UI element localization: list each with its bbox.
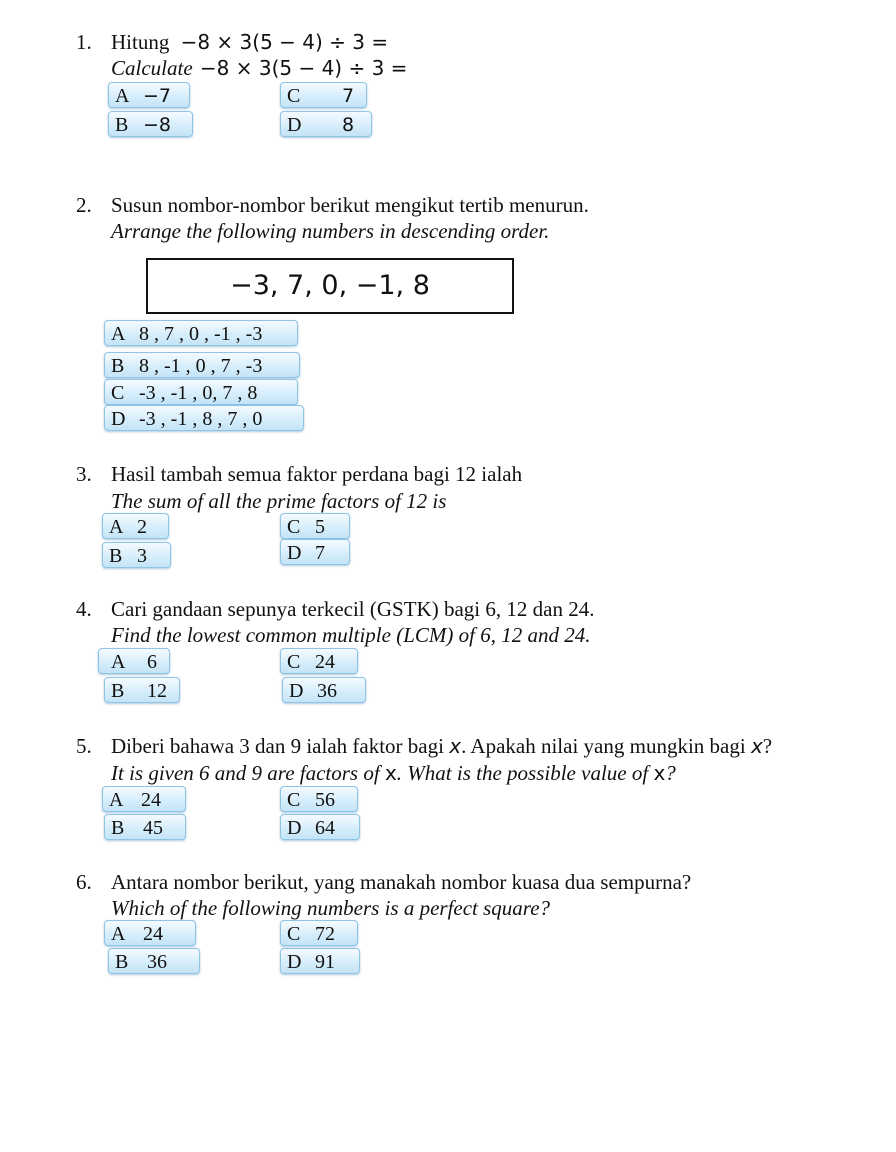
q3-option-d-letter: D: [287, 542, 302, 564]
q3-malay: Hasil tambah semua faktor perdana bagi 12 ialah: [111, 462, 523, 486]
q1-option-a[interactable]: [108, 82, 190, 108]
q6-english: Which of the following numbers is a perfect square?: [111, 896, 551, 920]
q5-option-b-value: 45: [143, 817, 163, 839]
q5-option-c-value: 56: [315, 789, 335, 811]
q2-option-d-letter: D: [111, 408, 126, 430]
q5-english-text-1: It is given 6 and 9 are factors of: [111, 761, 385, 785]
q5-malay-text-2: . Apakah nilai yang mungkin bagi: [461, 734, 751, 758]
q5-option-b[interactable]: [104, 814, 186, 840]
q3-english: The sum of all the prime factors of 12 is: [111, 489, 447, 513]
q6-option-a-value: 24: [143, 923, 163, 945]
q4-option-c-letter: C: [287, 651, 301, 673]
q1-option-b-value: −8: [143, 114, 172, 136]
q5-malay-var-1: x: [449, 734, 462, 758]
q1-english-expr: −8 × 3(5 − 4) ÷ 3 =: [199, 56, 408, 80]
q1-option-b-letter: B: [115, 114, 129, 136]
q3-option-a-value: 2: [137, 516, 147, 538]
q6-option-d-letter: D: [287, 951, 302, 973]
q5-malay-text-1: Diberi bahawa 3 dan 9 ialah faktor bagi: [111, 734, 450, 758]
q3-option-c-letter: C: [287, 516, 301, 538]
q5-option-c[interactable]: [280, 786, 358, 812]
q5-option-c-letter: C: [287, 789, 301, 811]
q3-option-d[interactable]: [280, 539, 350, 565]
q4-option-d[interactable]: [282, 677, 366, 703]
q2-option-b-letter: B: [111, 355, 125, 377]
q5-english-var-2: x: [653, 761, 666, 785]
q1-option-d[interactable]: [280, 111, 372, 137]
q2-option-c-value: -3 , -1 , 0, 7 , 8: [139, 382, 258, 404]
q2-option-b[interactable]: [104, 352, 300, 378]
q3-option-c-value: 5: [315, 516, 325, 538]
q4-option-d-value: 36: [317, 680, 337, 702]
q4-option-b-value: 12: [147, 680, 167, 702]
q1-option-a-letter: A: [115, 85, 130, 107]
q6-option-b[interactable]: [108, 948, 200, 974]
q4-option-a[interactable]: [98, 648, 170, 674]
q4-option-c[interactable]: [280, 648, 358, 674]
q1-option-c-letter: C: [287, 85, 301, 107]
q3-number: 3.: [76, 462, 92, 486]
q1-option-b[interactable]: [108, 111, 193, 137]
q5-option-d-letter: D: [287, 817, 302, 839]
q4-option-a-value: 6: [147, 651, 157, 673]
q1-option-d-letter: D: [287, 114, 302, 136]
q5-option-a-letter: A: [109, 789, 124, 811]
q3-option-d-value: 7: [315, 542, 325, 564]
q6-malay: Antara nombor berikut, yang manakah nombor kuasa dua sempurna?: [111, 870, 692, 894]
q5-english-text-3: ?: [665, 761, 676, 785]
q1-option-d-value: 8: [342, 114, 355, 136]
q6-option-d-value: 91: [315, 951, 335, 973]
q5-malay-text-3: ?: [762, 734, 773, 758]
q2-option-a-letter: A: [111, 323, 126, 345]
q2-option-d-value: -3 , -1 , 8 , 7 , 0: [139, 408, 263, 430]
q6-option-c-letter: C: [287, 923, 301, 945]
q6-option-c-value: 72: [315, 923, 335, 945]
q4-option-a-letter: A: [111, 651, 126, 673]
q3-option-a-letter: A: [109, 516, 124, 538]
q6-option-b-value: 36: [147, 951, 167, 973]
q2-option-c[interactable]: [104, 379, 298, 405]
q1-option-c-value: 7: [342, 85, 355, 107]
q2-option-d[interactable]: [104, 405, 304, 431]
q2-option-a[interactable]: [104, 320, 298, 346]
q5-option-d[interactable]: [280, 814, 360, 840]
q5-option-a[interactable]: [102, 786, 186, 812]
q5-option-d-value: 64: [315, 817, 335, 839]
q5-english-var-1: x: [384, 761, 397, 785]
q5-option-a-value: 24: [141, 789, 161, 811]
q3-option-b-letter: B: [109, 545, 123, 567]
q1-english: [111, 56, 407, 81]
q5-malay-var-2: x: [750, 734, 763, 758]
q1-option-c[interactable]: [280, 82, 367, 108]
q5-option-b-letter: B: [111, 817, 125, 839]
q2-option-b-value: 8 , -1 , 0 , 7 , -3: [139, 355, 263, 377]
q3-option-b-value: 3: [137, 545, 147, 567]
q6-option-a-letter: A: [111, 923, 126, 945]
q5-number: 5.: [76, 734, 92, 758]
q5-malay: [111, 734, 772, 759]
q4-malay: Cari gandaan sepunya terkecil (GSTK) bagi 6, 12 dan 24.: [111, 597, 595, 621]
q3-option-b[interactable]: [102, 542, 171, 568]
q1-number: 1.: [76, 30, 92, 54]
q6-option-a[interactable]: [104, 920, 196, 946]
q4-number: 4.: [76, 597, 92, 621]
q4-english: Find the lowest common multiple (LCM) of 6, 12 and 24.: [111, 623, 591, 647]
q2-number: 2.: [76, 193, 92, 217]
q4-option-d-letter: D: [289, 680, 304, 702]
q1-malay-expr: −8 × 3(5 − 4) ÷ 3 =: [180, 30, 389, 54]
q3-option-a[interactable]: [102, 513, 169, 539]
q6-option-d[interactable]: [280, 948, 360, 974]
q6-number: 6.: [76, 870, 92, 894]
q3-option-c[interactable]: [280, 513, 350, 539]
q2-option-c-letter: C: [111, 382, 125, 404]
q4-option-b-letter: B: [111, 680, 125, 702]
q5-english: [111, 761, 676, 786]
q2-english: Arrange the following numbers in descending order.: [111, 219, 550, 243]
q6-option-c[interactable]: [280, 920, 358, 946]
q4-option-c-value: 24: [315, 651, 335, 673]
q1-english-label: Calculate: [111, 56, 193, 80]
q2-malay: Susun nombor-nombor berikut mengikut tertib menurun.: [111, 193, 589, 217]
q1-malay-label: Hitung: [111, 30, 170, 54]
q1-malay: [111, 30, 388, 55]
q1-option-a-value: −7: [143, 85, 172, 107]
q4-option-b[interactable]: [104, 677, 180, 703]
q6-option-b-letter: B: [115, 951, 129, 973]
q2-option-a-value: 8 , 7 , 0 , -1 , -3: [139, 323, 263, 345]
q5-english-text-2: . What is the possible value of: [396, 761, 654, 785]
q2-number-box: −3, 7, 0, −1, 8: [146, 258, 514, 314]
